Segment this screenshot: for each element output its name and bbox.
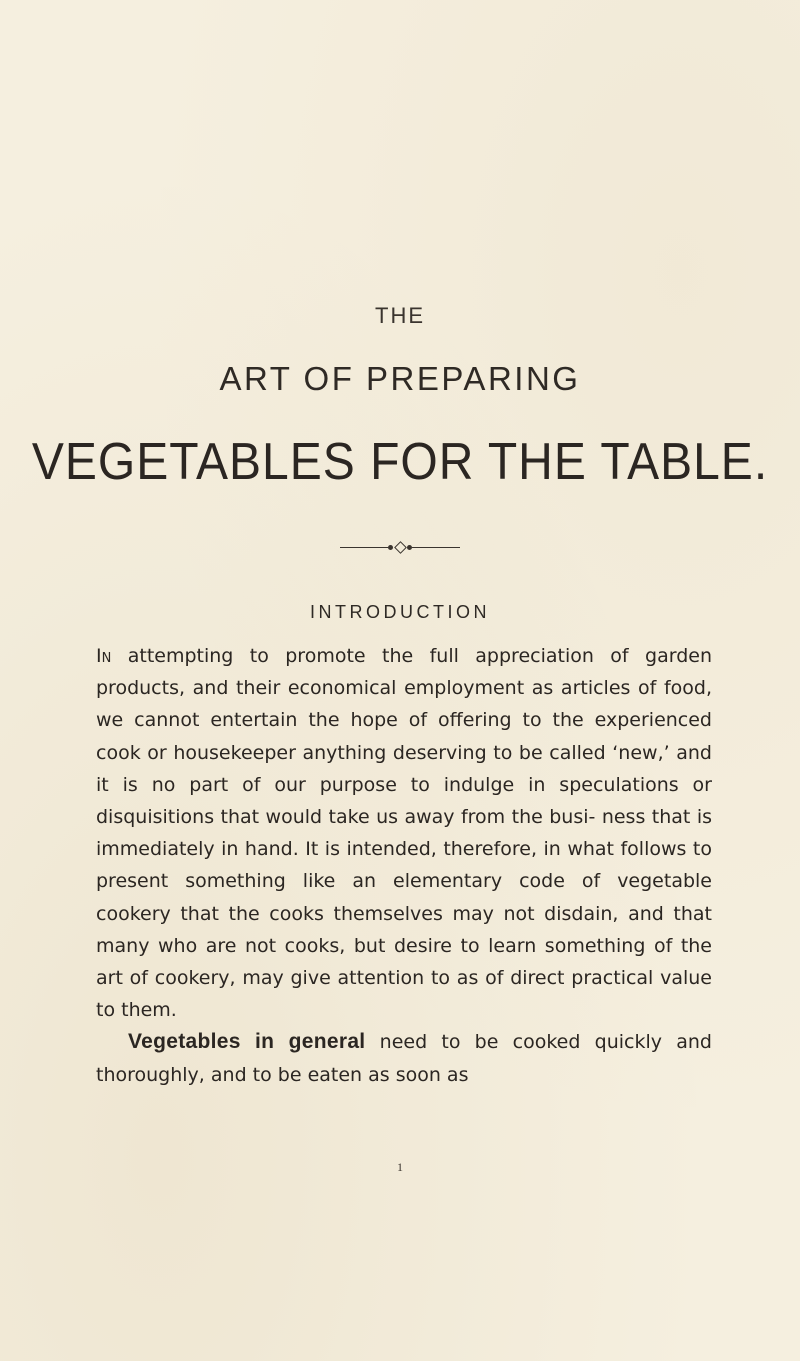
paragraph-1-text: attempting to promote the full appreciation of garden products, and their economical employment as articles of food, we cannot entertain the hope of offering to the experienced cook or housekeeper anything deserving to be called ‘new,’ and it is no part of our purpose to indulge in speculations or disquisitions that would take us away from the busi- ness that is immediately in hand. It is intended, therefore, in what follows to present something like an elementary code of vegetable cookery that the cooks themselves may not disdain, and that many who are not cooks, but desire to learn something of the art of cookery, may give attention to as of direct practical value to them. [96,645,712,1022]
body-text [96,640,712,1091]
page-number: 1 [397,1160,403,1174]
section-heading-text: INTRODUCTION [310,602,490,622]
ornament-divider [340,542,460,554]
paragraph-2 [96,1026,712,1090]
paragraph-1 [96,640,712,1026]
section-heading [0,602,800,623]
ornament-dot-left [388,545,393,550]
title-line-the: THE [375,303,425,328]
paragraph-1-lead: In [96,645,112,667]
title-line-vegetables: VEGETABLES FOR THE TABLE. [31,433,769,492]
ornament-diamond-icon [394,541,407,554]
ornament-rule-right [412,547,460,548]
paragraph-2-lead: Vegetables in general [128,1030,366,1054]
ornament-rule-left [340,547,388,548]
title-line-art-of-preparing: ART OF PREPARING [219,360,581,397]
paragraph-2-text: need to be cooked quickly and thoroughly, and to be eaten as soon as [96,1031,712,1086]
